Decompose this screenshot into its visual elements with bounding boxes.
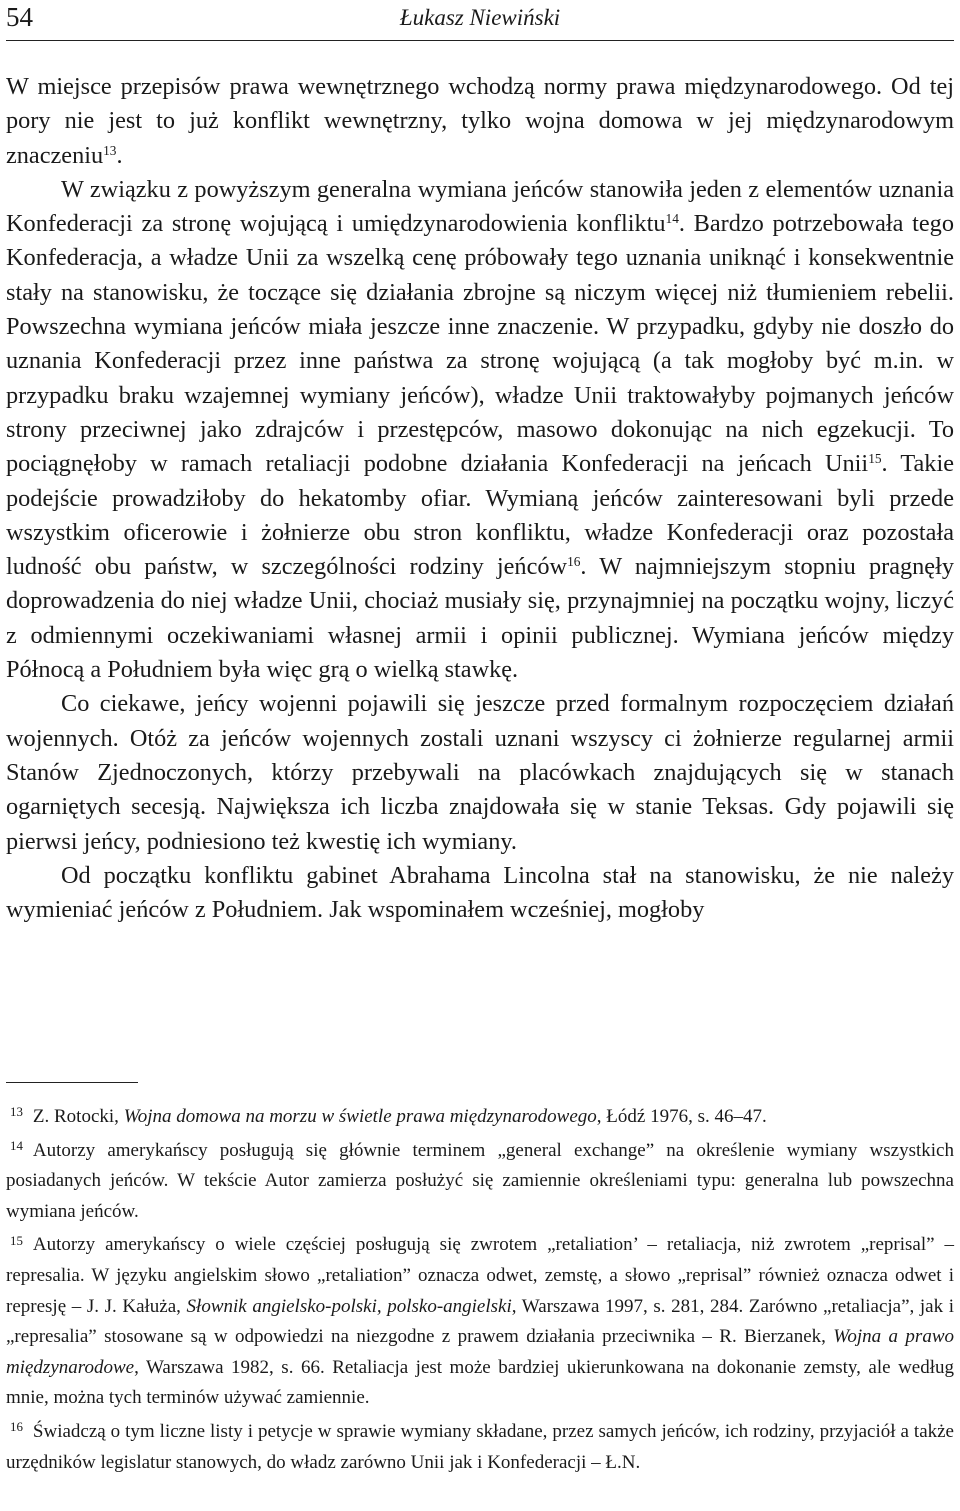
footnote-title: Słownik angielsko-polski, polsko-angielski [186, 1295, 512, 1317]
footnote-text: , Łódź 1976, s. 46–47. [596, 1106, 767, 1127]
footnote-ref-16: 16 [567, 554, 581, 570]
text-run: . W najmniejszym stopniu pragnęły doprowadzenia do niej władze Unii, chociaż musiały się, przynajmniej na początku wojny, liczyć z odmiennymi oczekiwaniami własnej armii i opinii publicznej. Wymiana jeńców między Północą a Południem była więc grą o wielką stawkę. [6, 553, 954, 684]
running-head-author: Łukasz Niewiński [399, 5, 561, 30]
footnote-ref-14: 14 [665, 211, 679, 227]
text-run: . Takie podejście prowadziłoby do hekatomby ofiar. Wymianą jeńców zainteresowani byli przede wszystkim oficerowie i żołnierze obu stron konfliktu, władze Konfederacji oraz pozostała ludność obu państw, w szczególności rodziny jeńców [6, 450, 954, 581]
paragraph-3: Co ciekawe, jeńcy wojenni pojawili się jeszcze przed formalnym rozpoczęciem działań wojennych. Otóż za jeńców wojennych zostali uznani wszyscy ci żołnierze regularnej armii Stanów Zjednoczonych, którzy przebywali na placówkach znajdujących się w stanach ogarniętych secesją. Największa ich liczba znajdowała się w stanie Teksas. Gdy pojawili się pierwsi jeńcy, podniesiono też kwestię ich wymiany. [6, 690, 954, 855]
footnote-text: Autorzy amerykańscy posługują się głównie terminem „general exchange” na określenie wymiany wszystkich posiadanych jeńców. W tekście Autor zamierza posłużyć się zamiennie określeniami typu: generalna lub powszechna wymiana jeńców. [6, 1139, 954, 1222]
footnote-separator [6, 1082, 138, 1083]
footnote-text: , Warszawa 1997, s. 281, 284. Zarówno „retaliacja”, jak i „represalia” stosowane są w odpowiedzi na niezgodne z prawem działania przeciwnika – R. Bierzanek, [6, 1295, 954, 1348]
footnote-ref-15: 15 [868, 451, 882, 467]
header-rule [6, 40, 954, 41]
footnote-text: Z. Rotocki, [32, 1106, 124, 1127]
paragraph-2 [6, 173, 954, 687]
footnote-ref-13: 13 [103, 142, 117, 158]
footnote-14: 14 Autorzy amerykańscy posługują się głównie terminem „general exchange” na określenie wymiany wszystkich posiadanych jeńców. W tekście Autor zamierza posłużyć się zamiennie określeniami typu: generalna lub powszechna wymiana jeńców. [6, 1137, 954, 1222]
footnotes [6, 1102, 954, 1481]
text-run: W miejsce przepisów prawa wewnętrznego wchodzą normy prawa międzynarodowego. Od tej pory nie jest to już konflikt wewnętrzny, tylko wojna domowa w jej międzynarodowym znaczeniu [6, 73, 954, 169]
text-run: . Bardzo potrzebowała tego Konfederacja, a władze Unii za wszelką cenę próbowały tego uznania uniknąć i konsekwentnie stały na stanowisku, że toczące się działania zbrojne są niczym więcej niż tłumieniem rebelii. Powszechna wymiana jeńców miała jeszcze inne znaczenie. W przypadku, gdyby nie doszło do uznania Konfederacji przez inne państwa za stronę wojującą (a tak mogłoby być m.in. w przypadku braku wzajemnej wymiany jeńców), władze Unii traktowałyby pojmanych jeńców strony przeciwnej jako zdrajców i przestępców, masowo dokonując na nich egzekucji. To pociągnęłoby w ramach retaliacji podobne działania Konfederacji na jeńcach Unii [6, 210, 954, 478]
text-run: W związku z powyższym generalna wymiana jeńców stanowiła jeden z elementów uznania Konfederacji za stronę wojującą i umiędzynarodowienia konfliktu [6, 175, 954, 238]
text-run: . [116, 141, 123, 169]
footnote-text: Autorzy amerykańscy o wiele częściej posługują się zwrotem „retaliation’ – retaliacja, niż zwrotem „reprisal” – represalia. W języku angielskim słowo „retaliation” oznacza odwet, zemstę, a słowo „reprisal” również oznacza odwet i represję – J. J. Kałuża, [6, 1234, 954, 1317]
page-number: 54 [6, 2, 33, 32]
footnote-15: 15 Autorzy amerykańscy o wiele częściej posługują się zwrotem „retaliation’ – retaliacja, niż zwrotem „reprisal” – represalia. W języku angielskim słowo „retaliation” oznacza odwet, zemstę, a słowo „reprisal” również oznacza odwet i represję – J. J. Kałuża, Słownik angielsko-polski, polsko-angielski, Warszawa 1997, s. 281, 284. Zarówno „retaliacja”, jak i „represalia” stosowane są w odpowiedzi na niezgodne z prawem działania przeciwnika – R. Bierzanek, Wojna a prawo międzynarodowe, Warszawa 1982, s. 66. Retaliacja jest może bardziej ukierunkowana na dokonanie zemsty, ale według mnie, można tych terminów używać zamiennie. [6, 1232, 954, 1409]
footnote-title: Wojna a prawo międzynarodowe [6, 1326, 954, 1378]
body-text [6, 70, 954, 927]
footnote-title: Wojna domowa na morzu w świetle prawa międzynarodowego [123, 1106, 597, 1127]
paragraph-1 [6, 70, 954, 173]
footnote-text: Świadczą o tym liczne listy i petycje w sprawie wymiany składane, przez samych jeńców, ich rodziny, przyjaciół a także urzędników legislatur stanowych, do władz zarówno Unii jak i Konfederacji – Ł.N. [6, 1420, 954, 1473]
footnote-16: 16 Świadczą o tym liczne listy i petycje w sprawie wymiany składane, przez samych jeńców, ich rodziny, przyjaciół a także urzędników legislatur stanowych, do władz zarówno Unii jak i Konfederacji – Ł.N. [6, 1419, 954, 1473]
page-header [6, 0, 954, 42]
footnote-13: 13 Z. Rotocki, Wojna domowa na morzu w świetle prawa międzynarodowego, Łódź 1976, s. 46–47. [10, 1104, 767, 1127]
footnote-text: , Warszawa 1982, s. 66. Retaliacja jest może bardziej ukierunkowana na dokonanie zemsty, ale według mnie, można tych terminów używać zamiennie. [6, 1356, 954, 1409]
paragraph-4: Od początku konfliktu gabinet Abrahama Lincolna stał na stanowisku, że nie należy wymieniać jeńców z Południem. Jak wspominałem wcześniej, mogłoby [6, 861, 954, 924]
